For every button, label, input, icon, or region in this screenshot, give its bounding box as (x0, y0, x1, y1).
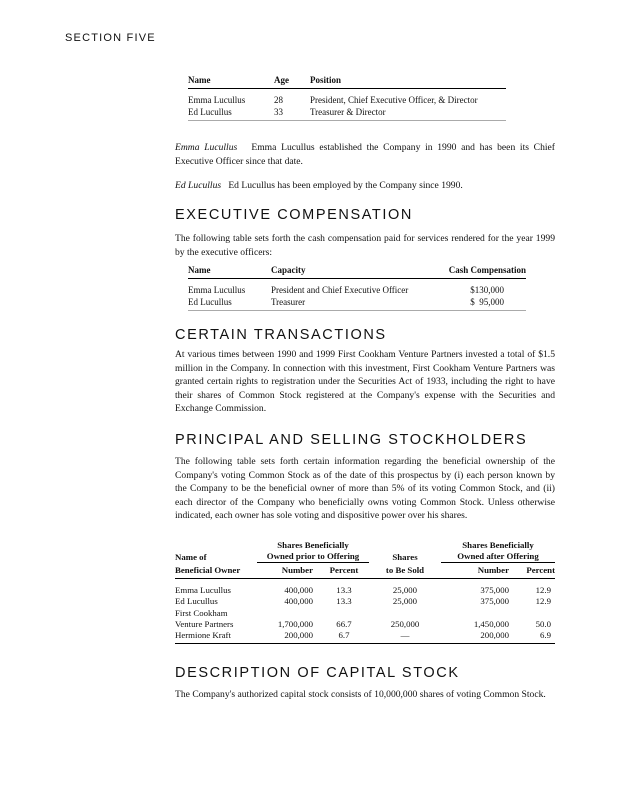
col-header-owner-2: Beneficial Owner (175, 563, 257, 579)
col-header-position: Position (310, 75, 506, 89)
cell-age: 28 (274, 95, 283, 105)
cell-cash: $130,000 (470, 285, 504, 295)
cell-after-percent: 12.9 (535, 596, 551, 607)
cell-position: Treasurer & Director (310, 106, 506, 121)
cell-after-percent: 12.9 (535, 585, 551, 595)
cell-after-number: 375,000 (480, 585, 509, 595)
cell-owner: Venture Partners (175, 618, 234, 629)
cell-after-percent: 6.9 (509, 630, 555, 644)
transactions-text: At various times between 1990 and 1999 First Cookham Venture Partners invested a total of $1.5 million in the Company. In connection with this investment, First Cookham Venture Partners was granted certain rights to registration under the Securities Act of 1933, including the right to have their shares of Common Stock registered at the Company's expense with the Securities and Exchange Commission. (175, 349, 555, 415)
bio-ed (175, 179, 555, 193)
section-label: SECTION FIVE (65, 32, 156, 44)
cell-prior-percent: 66.7 (336, 618, 352, 629)
stockholders-table (175, 540, 555, 644)
exec-comp-heading: EXECUTIVE COMPENSATION (175, 207, 413, 223)
bio-text: Emma Lucullus established the Company in 1990 and has been its Chief Executive Officer since that date. (175, 142, 555, 167)
stockholders-table-block (175, 540, 555, 644)
cell-owner: Ed Lucullus (175, 596, 218, 607)
table-row-extra (175, 608, 555, 619)
capital-text: The Company's authorized capital stock consists of 10,000,000 shares of voting Common Stock. (175, 689, 546, 700)
cell-after-percent: 50.0 (535, 618, 551, 629)
exec-comp-intro-text: The following table sets forth the cash compensation paid for services rendered for the year 1999 by the executive officers: (175, 233, 555, 258)
cell-sold: 25,000 (392, 596, 418, 607)
cell-name: Emma Lucullus (188, 95, 246, 105)
cell-prior-number: 400,000 (284, 596, 313, 607)
cell-after-number: 1,450,000 (473, 618, 509, 629)
bio-name: Ed Lucullus (175, 180, 222, 191)
col-header-sold: Shares (392, 551, 418, 562)
col-header-owner: Name of (175, 551, 207, 562)
cell-after-number: 375,000 (480, 596, 509, 607)
col-header-prior: Shares Beneficially Owned prior to Offering (257, 540, 369, 563)
cell-age: 33 (274, 106, 310, 121)
col-header-capacity: Capacity (271, 265, 441, 279)
transactions-heading: CERTAIN TRANSACTIONS (175, 327, 387, 343)
cell-position: President, Chief Executive Officer, & Director (310, 95, 478, 105)
col-header-name: Name (188, 75, 274, 89)
col-header-after: Shares Beneficially Owned after Offering (441, 540, 555, 563)
cell-owner: Hermione Kraft (175, 630, 257, 644)
col-header-prior-number: Number (257, 563, 319, 579)
col-header-cash: Cash Compensation (441, 265, 526, 279)
table-row (188, 106, 506, 121)
cell-prior-percent: 6.7 (319, 630, 369, 644)
cell-owner: Emma Lucullus (175, 585, 231, 595)
col-header-prior-percent: Percent (319, 563, 369, 579)
cell-name: Ed Lucullus (188, 106, 274, 121)
bio-emma (175, 141, 555, 168)
cell-after-number: 200,000 (441, 630, 509, 644)
col-header-after-number: Number (441, 563, 509, 579)
cell-prior-number: 1,700,000 (277, 618, 313, 629)
table-row (188, 89, 506, 107)
transactions-body (175, 348, 555, 416)
col-header-after-percent: Percent (509, 563, 555, 579)
exec-comp-intro (175, 232, 555, 259)
cell-owner-line1: First Cookham (175, 607, 228, 618)
cell-prior-number: 200,000 (257, 630, 319, 644)
stockholders-body (175, 455, 555, 523)
cell-sold: 250,000 (390, 618, 420, 629)
cell-cash: $ 95,000 (441, 296, 526, 311)
cell-prior-percent: 13.3 (336, 596, 352, 607)
table-row (175, 596, 555, 607)
management-table-block (175, 75, 555, 121)
cell-name: Emma Lucullus (188, 285, 246, 295)
table-row (175, 630, 555, 644)
stockholders-heading: PRINCIPAL AND SELLING STOCKHOLDERS (175, 432, 528, 448)
table-row (188, 296, 526, 311)
exec-comp-table-block (175, 265, 555, 311)
capital-body (175, 688, 555, 702)
table-row (188, 279, 526, 297)
cell-prior-percent: 13.3 (336, 585, 352, 595)
cell-sold: — (369, 630, 441, 644)
cell-capacity: President and Chief Executive Officer (271, 285, 409, 295)
table-row (175, 579, 555, 597)
cell-capacity: Treasurer (271, 296, 441, 311)
management-table (188, 75, 506, 121)
cell-sold: 25,000 (392, 585, 418, 595)
exec-comp-table (188, 265, 526, 311)
capital-heading: DESCRIPTION OF CAPITAL STOCK (175, 665, 460, 681)
col-header-age: Age (274, 75, 310, 89)
cell-prior-number: 400,000 (284, 585, 313, 595)
bio-text: Ed Lucullus has been employed by the Company since 1990. (228, 180, 463, 191)
table-row (175, 619, 555, 630)
col-header-name: Name (188, 265, 271, 279)
bio-name: Emma Lucullus (175, 142, 238, 153)
stockholders-text: The following table sets forth certain information regarding the beneficial ownership of the Company's voting Common Stock as of the date of this prospectus by (i) each person known by the Company to be the beneficial owner of more than 5% of its voting Common Stock, and (ii) each director of the Company who beneficially owns voting Common Stock. Unless otherwise indicated, each owner has sole voting and dispositive power over his shares. (175, 456, 555, 522)
col-header-sold-2: to Be Sold (369, 563, 441, 579)
cell-name: Ed Lucullus (188, 296, 271, 311)
